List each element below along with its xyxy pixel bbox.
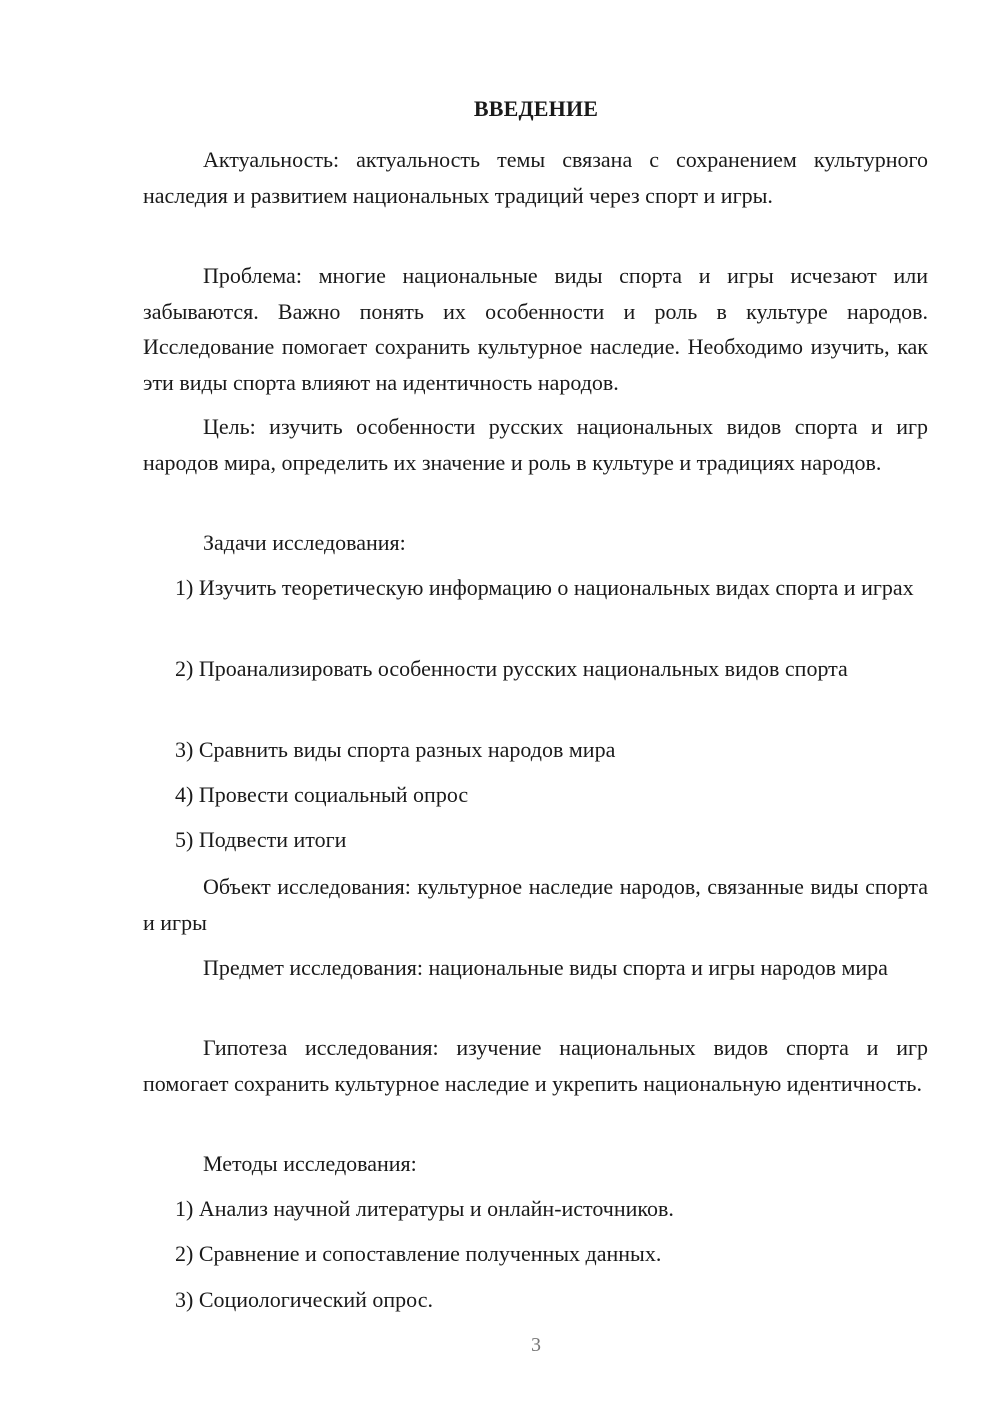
problem-paragraph: Проблема: многие национальные виды спорта и игры исчезают или забываются. Важно понять их особенности и роль в культуре народов. Исследование помогает сохранить культурное наследие. Необходимо изучить, как эти виды спорта влияют на идентичность народов. (143, 263, 928, 395)
method-item-2: 2) Сравнение и сопоставление полученных данных. (175, 1241, 662, 1266)
task-item-1: 1) Изучить теоретическую информацию о национальных видах спорта и играх (175, 575, 914, 600)
task-item-4: 4) Провести социальный опрос (175, 782, 469, 807)
method-item-3: 3) Социологический опрос. (175, 1287, 433, 1312)
tasks-title: Задачи исследования: (203, 530, 406, 555)
relevance-paragraph: Актуальность: актуальность темы связана с сохранением культурного наследия и развитием национальных традиций через спорт и игры. (143, 147, 928, 208)
hypothesis-paragraph: Гипотеза исследования: изучение национальных видов спорта и игр помогает сохранить культурное наследие и укрепить национальную идентичность. (143, 1035, 928, 1096)
task-item-2: 2) Проанализировать особенности русских национальных видов спорта (175, 656, 848, 681)
goal-paragraph: Цель: изучить особенности русских национальных видов спорта и игр народов мира, определить их значение и роль в культуре и традициях народов. (143, 414, 928, 475)
task-item-5: 5) Подвести итоги (175, 827, 347, 852)
task-item-3: 3) Сравнить виды спорта разных народов мира (175, 737, 616, 762)
method-item-1: 1) Анализ научной литературы и онлайн-источников. (175, 1196, 674, 1221)
methods-title: Методы исследования: (203, 1151, 417, 1176)
object-paragraph: Объект исследования: культурное наследие народов, связанные виды спорта и игры (143, 874, 928, 935)
page-number: 3 (531, 1334, 541, 1356)
subject-paragraph: Предмет исследования: национальные виды спорта и игры народов мира (203, 955, 888, 980)
section-heading: ВВЕДЕНИЕ (473, 96, 599, 121)
